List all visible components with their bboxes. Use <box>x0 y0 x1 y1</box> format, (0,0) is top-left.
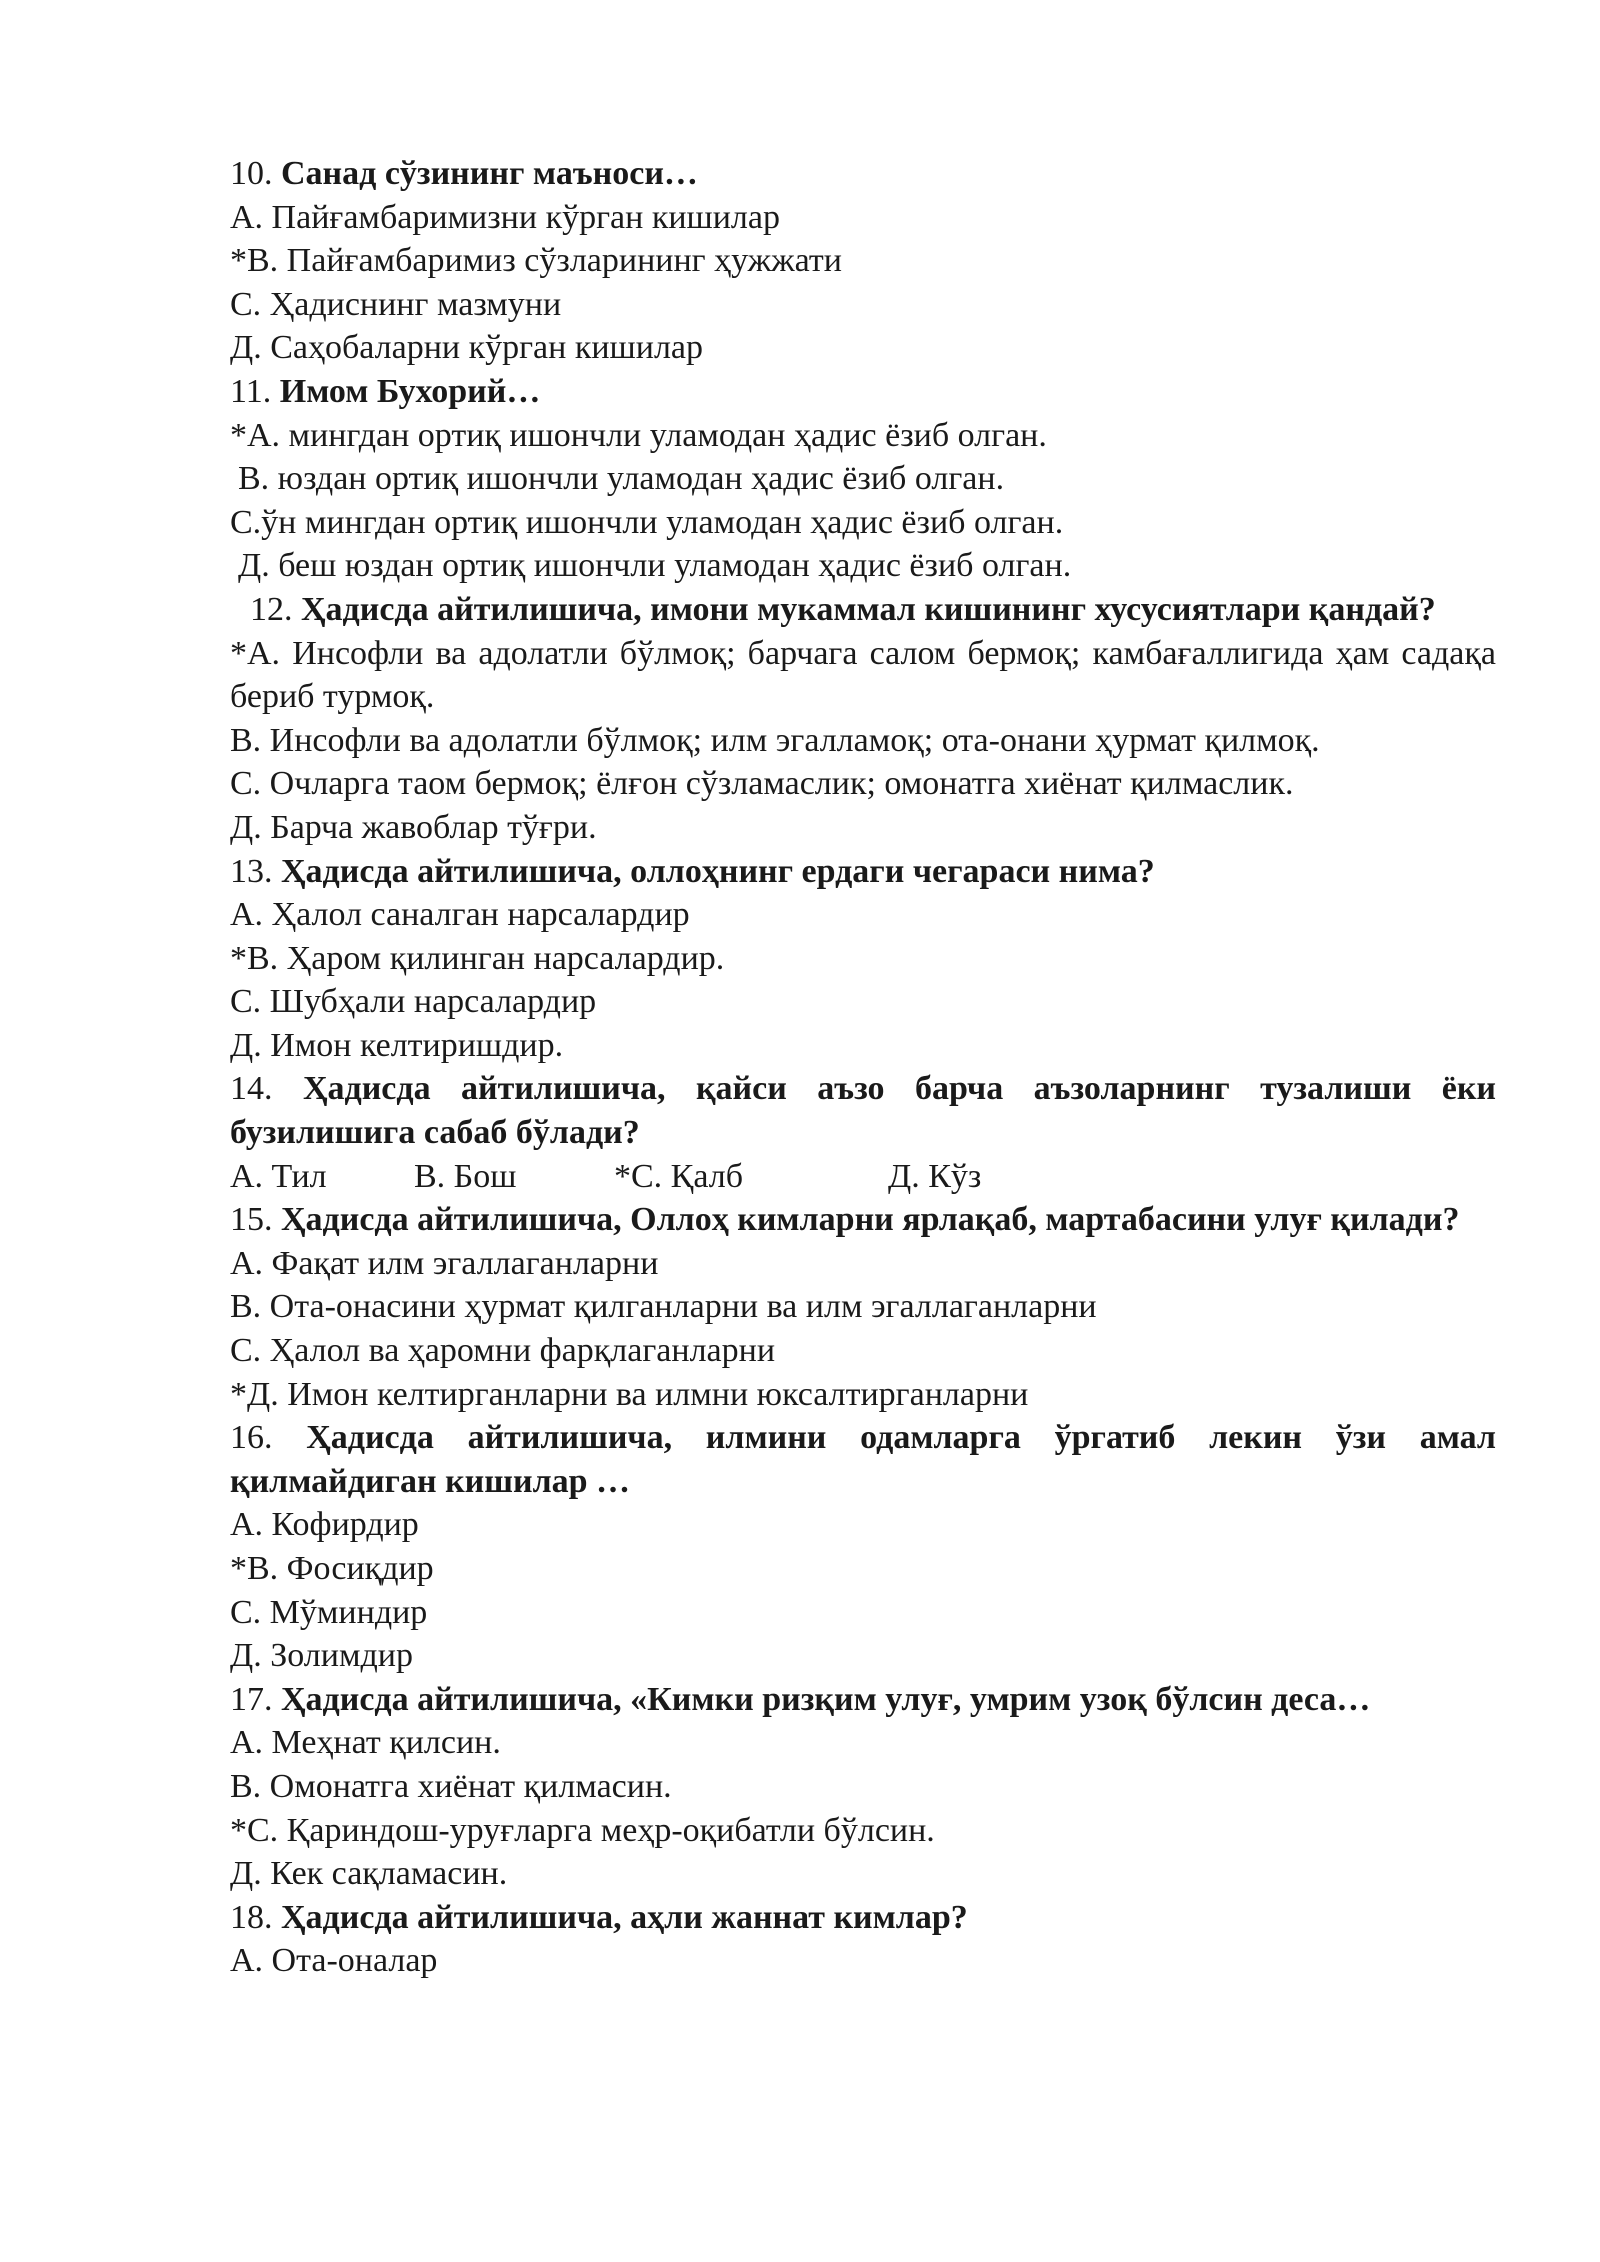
question-text: Ҳадисда айтилишича, илмини одамларга ўргатиб лекин ўзи амал қилмайдиган кишилар … <box>230 1419 1497 1500</box>
option: C. Очларга таом бермоқ; ёлғон сўзламаслик; омонатга хиёнат қилмаслик. <box>230 765 1294 803</box>
option: *C. Қариндош-уруғларга меҳр-оқибатли бўлсин. <box>230 1811 935 1849</box>
option: C. Шубҳали нарсалардир <box>230 983 597 1021</box>
question-text: Ҳадисда айтилишича, имони мукаммал кишининг хусусиятлари қандай? <box>301 590 1436 628</box>
question-text: Ҳадисда айтилишича, «Кимки ризқим улуғ, умрим узоқ бўлсин деса… <box>281 1680 1371 1718</box>
option: A. Ҳалол саналган нарсалардир <box>230 896 690 934</box>
option: C. Ҳалол ва ҳаромни фарқлаганларни <box>230 1332 776 1370</box>
question-11 <box>230 370 1496 414</box>
option: B. Омонатга хиёнат қилмасин. <box>230 1767 672 1805</box>
option: B. Бош <box>414 1157 517 1195</box>
option: *B. Пайғамбаримиз сўзларининг ҳужжати <box>230 242 842 280</box>
options-row <box>230 1155 1496 1199</box>
question-14 <box>230 1067 1496 1154</box>
question-number: 17. <box>230 1680 273 1718</box>
question-number: 11. <box>230 372 272 410</box>
question-10 <box>230 152 1496 196</box>
question-text: Ҳадисда айтилишича, қайси аъзо барча аъзоларнинг тузалиши ёки бузилишига сабаб бўлади? <box>230 1070 1496 1152</box>
question-13 <box>230 850 1496 894</box>
option: *B. Фосиқдир <box>230 1550 434 1587</box>
question-text: Имом Бухорий… <box>279 372 541 410</box>
question-text: Ҳадисда айтилишича, оллоҳнинг ердаги чегараси нима? <box>281 852 1155 890</box>
option: A. Кофирдир <box>230 1506 419 1544</box>
option: *C. Қалб <box>614 1157 744 1195</box>
option: A. Пайғамбаримизни кўрган кишилар <box>230 198 780 236</box>
question-15 <box>230 1198 1496 1242</box>
option: Д. Барча жавоблар тўғри. <box>230 808 597 846</box>
option: C. Ҳадиснинг мазмуни <box>230 285 562 323</box>
option: A. Ота-оналар <box>230 1942 438 1980</box>
question-text: Санад сўзининг маъноси… <box>281 155 698 192</box>
option: Д. Имон келтиришдир. <box>230 1026 564 1064</box>
question-17 <box>230 1678 1496 1722</box>
question-text: Ҳадисда айтилишича, Оллоҳ кимларни ярлақаб, мартабасини улуғ қилади? <box>281 1201 1460 1239</box>
option: *A. Инсофли ва адолатли бўлмоқ; барчага салом бермоқ; камбағаллигида ҳам садақа бериб турмоқ. <box>230 634 1496 716</box>
question-12 <box>230 588 1496 632</box>
question-number: 15. <box>230 1201 273 1239</box>
option: A. Фақат илм эгаллаганларни <box>230 1244 659 1282</box>
option: Д. Кўз <box>888 1157 982 1195</box>
option: B. Ота-онасини ҳурмат қилганларни ва илм эгаллаганларни <box>230 1288 1097 1326</box>
question-number: 13. <box>230 852 273 890</box>
option: *B. Ҳаром қилинган нарсалардир. <box>230 939 725 977</box>
document-page <box>230 152 1496 1983</box>
question-number: 10. <box>230 155 273 192</box>
question-number: 14. <box>230 1070 273 1108</box>
question-18 <box>230 1896 1496 1940</box>
option: C. Мўминдир <box>230 1593 428 1631</box>
option: Д. Кек сақламасин. <box>230 1855 508 1893</box>
question-number: 18. <box>230 1898 273 1936</box>
option: A. Меҳнат қилсин. <box>230 1724 501 1762</box>
option: Д. беш юздан ортиқ ишончли уламодан ҳадис ёзиб олган. <box>238 547 1072 585</box>
option: C.ўн мингдан ортиқ ишончли уламодан ҳадис ёзиб олган. <box>230 503 1064 541</box>
question-number: 16. <box>230 1419 273 1457</box>
option: Д. Саҳобаларни кўрган кишилар <box>230 329 703 367</box>
option: B. юздан ортиқ ишончли уламодан ҳадис ёзиб олган. <box>238 460 1005 498</box>
option: *A. мингдан ортиқ ишончли уламодан ҳадис ёзиб олган. <box>230 416 1047 454</box>
option: *Д. Имон келтирганларни ва илмни юксалтирганларни <box>230 1375 1029 1413</box>
option: Д. Золимдир <box>230 1637 413 1675</box>
question-16 <box>230 1416 1496 1503</box>
question-number: 12. <box>250 590 293 628</box>
option: B. Инсофли ва адолатли бўлмоқ; илм эгалламоқ; ота-онани ҳурмат қилмоқ. <box>230 721 1320 759</box>
question-text: Ҳадисда айтилишича, аҳли жаннат кимлар? <box>281 1898 968 1936</box>
option: A. Тил <box>230 1157 327 1195</box>
